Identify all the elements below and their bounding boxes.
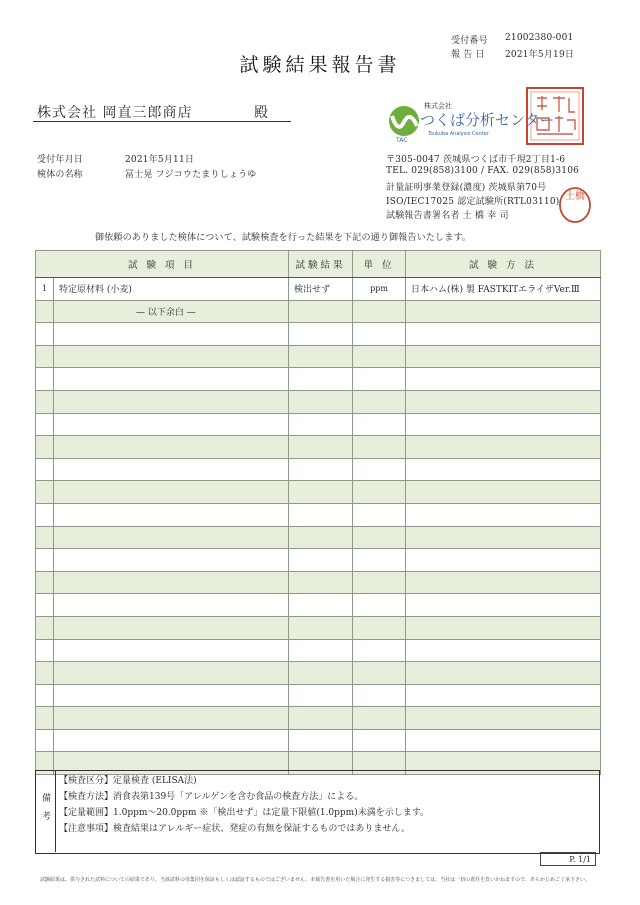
table-row [36, 278, 601, 301]
cell-unit [353, 323, 406, 346]
cell-test-item [54, 481, 289, 504]
row-number [36, 481, 54, 504]
lab-corp-prefix: 株式会社 [424, 102, 452, 110]
cell-test-result [289, 345, 353, 368]
row-number [36, 729, 54, 752]
cell-test-method [406, 458, 601, 481]
cell-test-item [54, 616, 289, 639]
cell-test-item [54, 458, 289, 481]
table-row [36, 594, 601, 617]
cell-test-result [289, 684, 353, 707]
cell-test-item [54, 707, 289, 730]
table-row [36, 458, 601, 481]
cell-test-item [54, 662, 289, 685]
row-number [36, 345, 54, 368]
cell-test-method [406, 594, 601, 617]
cell-test-method [406, 323, 601, 346]
row-number [36, 594, 54, 617]
cell-test-method [406, 616, 601, 639]
row-number [36, 549, 54, 572]
cell-unit [353, 413, 406, 436]
cell-test-item [54, 639, 289, 662]
cell-test-result [289, 549, 353, 572]
lab-signer: 試験報告書署名者 土 橋 幸 司 [386, 211, 509, 221]
table-row [36, 503, 601, 526]
cell-test-method [406, 345, 601, 368]
cell-unit [353, 481, 406, 504]
table-row [36, 436, 601, 459]
header-test-item: 試 験 項 目 [36, 251, 289, 278]
cell-test-result [289, 481, 353, 504]
cell-test-result [289, 390, 353, 413]
table-row [36, 323, 601, 346]
table-row [36, 684, 601, 707]
row-number [36, 413, 54, 436]
row-number [36, 526, 54, 549]
row-number [36, 707, 54, 730]
cell-unit [353, 639, 406, 662]
row-number: 1 [36, 278, 54, 301]
cell-unit [353, 503, 406, 526]
cell-test-item: 特定原材料 (小麦) [54, 278, 289, 301]
remarks-line: 【検査方法】消食表第139号「アレルゲンを含む食品の検査方法」による。 [59, 792, 364, 802]
cell-test-result [289, 616, 353, 639]
table-row [36, 639, 601, 662]
cell-test-item [54, 323, 289, 346]
cell-test-item [54, 594, 289, 617]
lab-tel-fax: TEL. 029(858)3100 / FAX. 029(858)3106 [386, 166, 580, 176]
tac-logo-icon [388, 104, 420, 138]
lab-name-en: Tsukuba Analysis Center [428, 131, 489, 137]
results-table [35, 250, 601, 775]
row-number [36, 436, 54, 459]
cell-test-item [54, 368, 289, 391]
cell-unit [353, 594, 406, 617]
cell-unit [353, 300, 406, 323]
lab-iso: ISO/IEC17025 認定試験所(RTL03110) [386, 197, 560, 207]
cell-unit [353, 549, 406, 572]
document-title: 試験結果報告書 [239, 54, 401, 76]
cell-test-method [406, 729, 601, 752]
table-row [36, 729, 601, 752]
table-row [36, 662, 601, 685]
cell-unit [353, 390, 406, 413]
cell-unit [353, 345, 406, 368]
cell-unit [353, 616, 406, 639]
table-row [36, 571, 601, 594]
cell-test-method [406, 707, 601, 730]
table-row [36, 345, 601, 368]
cell-test-result [289, 458, 353, 481]
page-number: P. 1/1 [540, 852, 596, 866]
cell-test-result: 検出せず [289, 278, 353, 301]
lab-abbr: TAC [396, 137, 408, 144]
table-row [36, 413, 601, 436]
row-number [36, 639, 54, 662]
row-number [36, 458, 54, 481]
cell-test-method [406, 526, 601, 549]
cell-test-method [406, 481, 601, 504]
cell-test-method [406, 639, 601, 662]
remarks-line: 【定量範囲】1.0ppm～20.0ppm ※「検出せず」は定量下限値(1.0ppm)未満を示します。 [59, 808, 429, 818]
cell-unit [353, 707, 406, 730]
receipt-number-label: 受付番号 [451, 36, 488, 46]
cell-unit [353, 729, 406, 752]
received-date-label: 受付年月日 [37, 155, 84, 165]
cell-test-method [406, 413, 601, 436]
cell-test-result [289, 639, 353, 662]
cell-test-result [289, 662, 353, 685]
header-test-method: 試 験 方 法 [406, 251, 601, 278]
recipient-underline [33, 121, 291, 122]
cell-unit [353, 662, 406, 685]
row-number [36, 571, 54, 594]
cell-test-method [406, 300, 601, 323]
report-date-label: 報 告 日 [451, 50, 485, 60]
remarks-line: 【注意事項】検査結果はアレルギー症状、発症の有無を保証するものではありません。 [59, 824, 410, 834]
row-number [36, 390, 54, 413]
cell-unit [353, 458, 406, 481]
table-row [36, 390, 601, 413]
cell-test-item [54, 390, 289, 413]
table-row [36, 481, 601, 504]
cell-test-result [289, 503, 353, 526]
report-intro: 御依頼のありました検体について、試験検査を行った結果を下記の通り御報告いたします。 [95, 233, 472, 243]
lab-registration: 計量証明事業登録(濃度) 茨城県第70号 [386, 183, 547, 193]
cell-test-result [289, 707, 353, 730]
cell-test-result [289, 413, 353, 436]
cell-test-result [289, 729, 353, 752]
remarks-divider [55, 770, 56, 852]
sample-name-label: 検体の名称 [37, 170, 84, 180]
row-number [36, 323, 54, 346]
cell-test-item [54, 571, 289, 594]
row-number [36, 616, 54, 639]
table-row [36, 526, 601, 549]
header-test-result: 試験結果 [289, 251, 353, 278]
cell-unit: ppm [353, 278, 406, 301]
row-number [36, 300, 54, 323]
cell-test-item [54, 345, 289, 368]
cell-test-method [406, 503, 601, 526]
row-number [36, 662, 54, 685]
table-header-row [36, 251, 601, 278]
cell-test-item [54, 503, 289, 526]
cell-test-result [289, 526, 353, 549]
personal-seal-text: 土橋 [565, 191, 585, 202]
cell-test-item [54, 549, 289, 572]
remarks-label: 備 考 [42, 794, 52, 822]
cell-test-result [289, 300, 353, 323]
cell-test-result [289, 323, 353, 346]
cell-test-method: 日本ハム(株) 製 FASTKITエライザVer.Ⅲ [406, 278, 601, 301]
cell-test-method [406, 662, 601, 685]
cell-test-method [406, 571, 601, 594]
cell-test-item [54, 436, 289, 459]
report-date: 2021年5月19日 [505, 50, 575, 60]
cell-test-result [289, 368, 353, 391]
lab-name: つくば分析センター [420, 111, 555, 129]
table-row [36, 549, 601, 572]
cell-unit [353, 571, 406, 594]
table-row [36, 707, 601, 730]
cell-test-item: — 以下余白 — [54, 300, 289, 323]
recipient-name: 株式会社 岡直三郎商店 [37, 105, 193, 121]
cell-test-item [54, 729, 289, 752]
cell-test-method [406, 684, 601, 707]
remarks-line: 【検査区分】定量検査 (ELISA法) [59, 776, 197, 786]
company-seal-stamp [525, 86, 585, 146]
table-row [36, 368, 601, 391]
recipient-honorific: 殿 [254, 105, 268, 121]
row-number [36, 368, 54, 391]
cell-unit [353, 368, 406, 391]
cell-test-item [54, 526, 289, 549]
table-row [36, 300, 601, 323]
row-number [36, 684, 54, 707]
header-unit: 単 位 [353, 251, 406, 278]
cell-test-result [289, 571, 353, 594]
cell-unit [353, 526, 406, 549]
receipt-number: 21002380-001 [505, 33, 574, 43]
cell-test-result [289, 594, 353, 617]
cell-test-method [406, 549, 601, 572]
cell-test-item [54, 684, 289, 707]
cell-test-method [406, 436, 601, 459]
received-date: 2021年5月11日 [125, 155, 195, 165]
cell-test-method [406, 390, 601, 413]
cell-test-method [406, 368, 601, 391]
lab-address: 〒305-0047 茨城県つくば市千現2丁目1-6 [386, 155, 566, 165]
cell-test-item [54, 413, 289, 436]
cell-unit [353, 684, 406, 707]
cell-test-result [289, 436, 353, 459]
cell-unit [353, 436, 406, 459]
row-number [36, 503, 54, 526]
footer-disclaimer: 試験結果は、供与された試料についての結果であり、当該試料の母集団を保証もしくは認証するものではございません。本報告書を用いた場合に発生する損害等につきましては、当社は一切の責任を負いかねますので、あらかじめご了承下さい。 [40, 877, 591, 883]
sample-name: 冨士晃 フジコウたまりしょうゆ [125, 170, 257, 180]
table-row [36, 616, 601, 639]
